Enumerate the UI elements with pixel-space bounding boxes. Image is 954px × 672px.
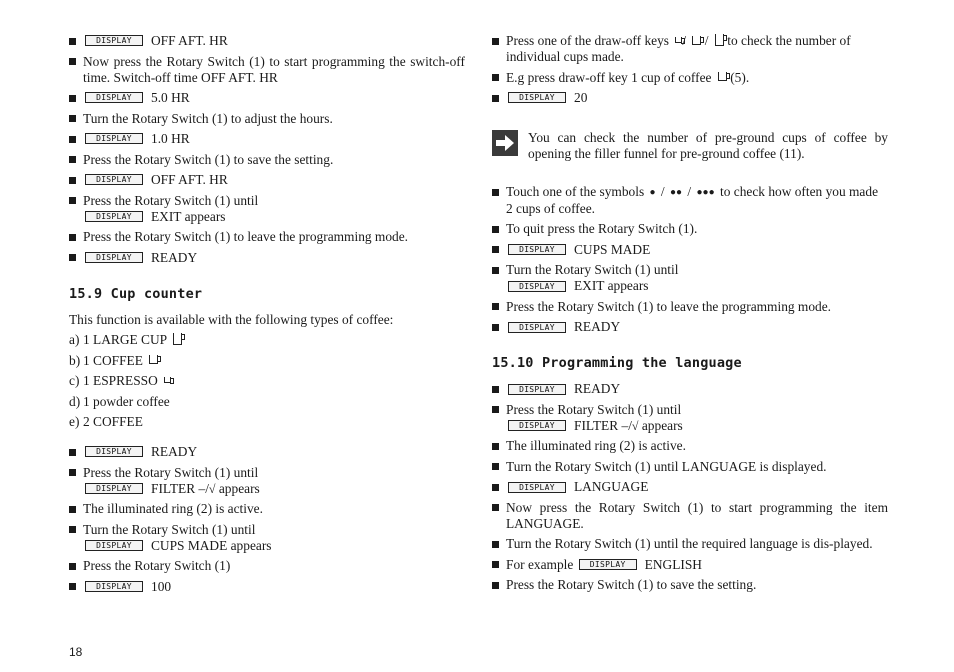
list-item: Press the Rotary Switch (1) until DISPLAY FILTER –/√ appears <box>69 465 465 497</box>
list-item: Now press the Rotary Switch (1) to start programming the switch-off time. Switch-off time OFF AFT. HR <box>69 54 465 86</box>
list-item: DISPLAY READY <box>69 444 465 460</box>
coffee-cup-icon <box>149 355 158 364</box>
section-heading-programming-language: 15.10 Programming the language <box>492 355 742 372</box>
display-label: DISPLAY <box>85 540 143 551</box>
sqrt-symbol: √ <box>631 418 639 433</box>
list-item: Press one of the draw-off keys / / to check the number of individual cups made. <box>492 33 888 65</box>
list-item: Turn the Rotary Switch (1) until DISPLAY CUPS MADE appears <box>69 522 465 554</box>
list-item: DISPLAY READY <box>69 250 465 266</box>
sqrt-symbol: √ <box>208 481 216 496</box>
list-item: DISPLAY READY <box>492 319 888 335</box>
coffee-type-list <box>69 332 465 430</box>
list-item: Touch one of the symbols ● / ●● / ●●● to check how often you made 2 cups of coffee. <box>492 184 888 217</box>
display-label: DISPLAY <box>508 482 566 493</box>
display-label: DISPLAY <box>579 559 637 570</box>
list-item: Press the Rotary Switch (1) <box>69 558 465 574</box>
arrow-right-icon <box>492 130 518 156</box>
intro-text: This function is available with the following types of coffee: <box>69 311 394 327</box>
coffee-type-item: d) 1 powder coffee <box>69 393 170 409</box>
coffee-bean-icon: ● <box>649 186 656 198</box>
coffee-type-item: b) 1 COFFEE <box>69 353 465 369</box>
list-item: DISPLAY CUPS MADE <box>492 242 888 258</box>
list-item: Now press the Rotary Switch (1) to start programming the item LANGUAGE. <box>492 500 888 532</box>
list-item: Press the Rotary Switch (1) to leave the programming mode. <box>492 299 888 315</box>
list-item: DISPLAY READY <box>492 381 888 397</box>
espresso-cup-icon <box>164 377 171 383</box>
left-column <box>69 33 465 599</box>
page-number: 18 <box>69 645 83 659</box>
list-item: DISPLAY OFF AFT. HR <box>69 172 465 188</box>
list-item: Turn the Rotary Switch (1) until LANGUAGE is displayed. <box>492 459 888 475</box>
list-item: Press the Rotary Switch (1) until DISPLAY EXIT appears <box>69 193 465 225</box>
list-item: DISPLAY 5.0 HR <box>69 90 465 106</box>
list-item: The illuminated ring (2) is active. <box>69 501 465 517</box>
display-label: DISPLAY <box>508 384 566 395</box>
section-heading-cup-counter: 15.9 Cup counter <box>69 285 203 302</box>
list-item: The illuminated ring (2) is active. <box>492 438 888 454</box>
display-label: DISPLAY <box>508 92 566 103</box>
list-item: DISPLAY OFF AFT. HR <box>69 33 465 49</box>
display-label: DISPLAY <box>508 281 566 292</box>
coffee-type-item: a) 1 LARGE CUP <box>69 332 465 348</box>
large-cup-icon <box>715 34 724 46</box>
list-item: Press the Rotary Switch (1) until DISPLAY FILTER –/√ appears <box>492 402 888 434</box>
list-item: Turn the Rotary Switch (1) until the required language is dis-played. <box>492 536 888 552</box>
display-label: DISPLAY <box>85 252 143 263</box>
large-cup-icon <box>173 333 182 345</box>
espresso-cup-icon <box>675 37 682 43</box>
coffee-cup-icon <box>692 36 701 45</box>
list-item: Turn the Rotary Switch (1) until DISPLAY EXIT appears <box>492 262 888 294</box>
display-label: DISPLAY <box>85 446 143 457</box>
note-box: You can check the number of pre-ground cups of coffee by opening the filler funnel for pre-ground coffee (11). <box>492 130 888 162</box>
display-label: DISPLAY <box>85 211 143 222</box>
list-item: DISPLAY 100 <box>69 579 465 595</box>
display-label: DISPLAY <box>85 35 143 46</box>
list-item: Press the Rotary Switch (1) to leave the programming mode. <box>69 229 465 245</box>
display-label: DISPLAY <box>508 420 566 431</box>
display-label: DISPLAY <box>85 133 143 144</box>
display-label: DISPLAY <box>508 322 566 333</box>
display-label: DISPLAY <box>85 581 143 592</box>
coffee-bean-icon: ●● <box>669 186 683 198</box>
display-label: DISPLAY <box>85 483 143 494</box>
coffee-cup-icon <box>718 72 727 81</box>
list-item: DISPLAY 1.0 HR <box>69 131 465 147</box>
display-label: DISPLAY <box>85 174 143 185</box>
list-item: For example DISPLAY ENGLISH <box>492 557 888 573</box>
list-item: Press the Rotary Switch (1) to save the setting. <box>69 152 465 168</box>
display-label: DISPLAY <box>85 92 143 103</box>
coffee-type-item: c) 1 ESPRESSO <box>69 373 465 389</box>
list-item: DISPLAY 20 <box>492 90 888 106</box>
list-item: DISPLAY LANGUAGE <box>492 479 888 495</box>
coffee-type-item: e) 2 COFFEE <box>69 414 143 429</box>
display-label: DISPLAY <box>508 244 566 255</box>
right-column <box>492 33 888 598</box>
coffee-bean-icon: ●●● <box>696 186 715 198</box>
list-item: To quit press the Rotary Switch (1). <box>492 221 888 237</box>
list-item: E.g press draw-off key 1 cup of coffee (5). <box>492 70 888 86</box>
list-item: Press the Rotary Switch (1) to save the setting. <box>492 577 888 593</box>
list-item: Turn the Rotary Switch (1) to adjust the hours. <box>69 111 465 127</box>
